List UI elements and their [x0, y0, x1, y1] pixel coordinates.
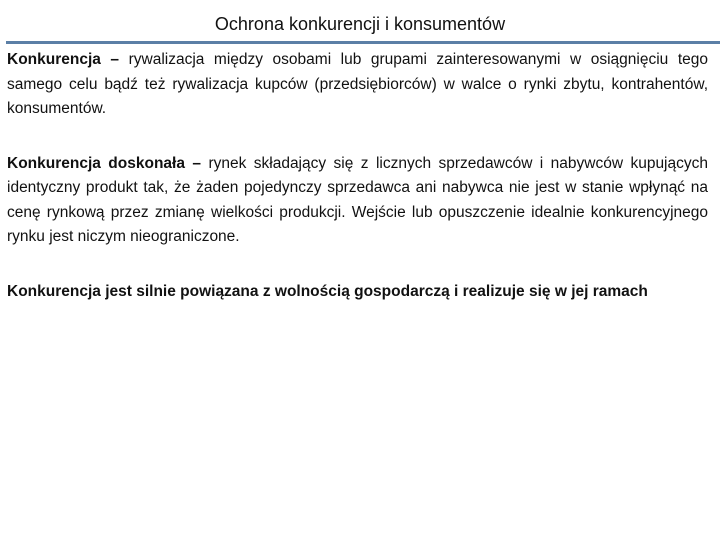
definition-text: rynek składający się z licznych sprzedawców i nabywców kupujących identyczny produkt tak, że żaden pojedynczy sprzedawca ani nabywca nie jest w stanie wpłynąć na cenę rynkową przez zmianę wielkości produkcji. Wejście lub opuszczenie idealnie konkurencyjnego rynku jest niczym nieograniczone. [7, 154, 708, 245]
separator-dash: – [184, 154, 209, 172]
definition-text: rywalizacja między osobami lub grupami zainteresowanymi w osiągnięciu tego samego celu bądź też rywalizacja kupców (przedsiębiorców) w walce o rynki zbytu, kontrahentów, konsumentów. [7, 51, 708, 117]
term-konkurencja: Konkurencja [7, 51, 101, 68]
title-underline [6, 41, 720, 44]
slide-content [7, 48, 708, 334]
slide-title: Ochrona konkurencji i konsumentów [214, 14, 506, 34]
separator-dash: – [100, 51, 129, 68]
term-konkurencja-doskonala: Konkurencja doskonała [7, 154, 185, 172]
definition-konkurencja-doskonala [7, 152, 708, 250]
statement-text: Konkurencja jest silnie powiązana z wolnością gospodarczą i realizuje się w jej ramach [7, 282, 648, 300]
statement-wolnosc-gospodarcza [7, 280, 708, 305]
definition-konkurencja [7, 48, 708, 122]
